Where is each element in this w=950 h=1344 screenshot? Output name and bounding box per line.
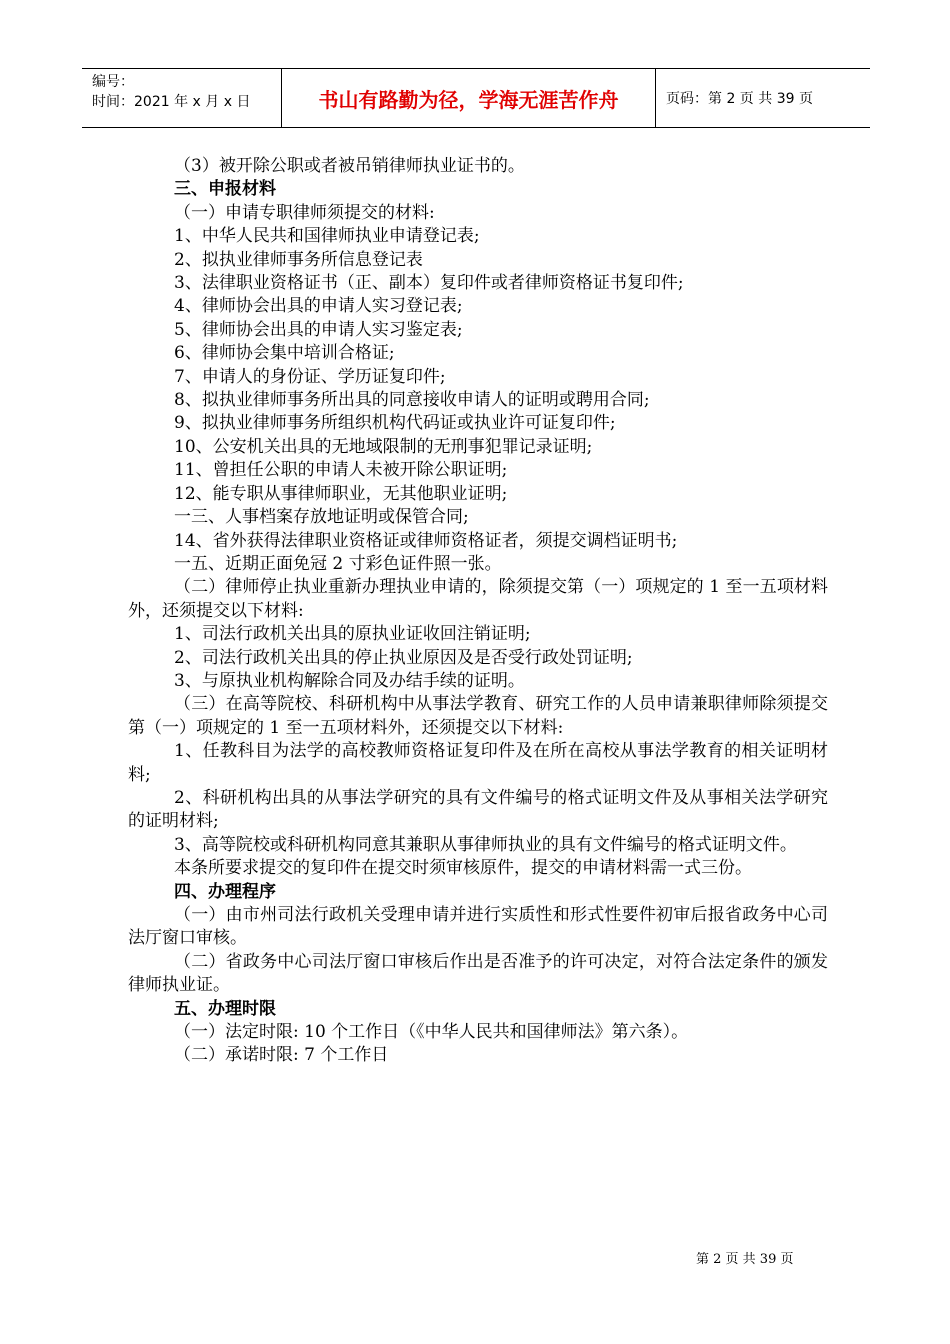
paragraph: （一）申请专职律师须提交的材料:	[174, 202, 435, 223]
list-item: 14、省外获得法律职业资格证或律师资格证者，须提交调档证明书;	[174, 530, 678, 551]
list-item: 2、司法行政机关出具的停止执业原因及是否受行政处罚证明;	[174, 647, 633, 668]
paragraph: （二）省政务中心司法厅窗口审核后作出是否准予的许可决定，对符合法定条件的颁发律师执业证。	[128, 951, 828, 996]
paragraph: （3）被开除公职或者被吊销律师执业证书的。	[174, 156, 525, 176]
paragraph: （一）由市州司法行政机关受理申请并进行实质性和形式性要件初审后报省政务中心司法厅窗口审核。	[128, 905, 828, 949]
list-item: 2、科研机构出具的从事法学研究的具有文件编号的格式证明文件及从事相关法学研究的证明材料;	[128, 787, 828, 832]
list-item: 10、公安机关出具的无地域限制的无刑事犯罪记录证明;	[174, 436, 593, 457]
paragraph: （一）法定时限: 10 个工作日（《中华人民共和国律师法》第六条）。	[174, 1022, 689, 1043]
section-heading: 三、申报材料	[174, 179, 276, 200]
page-footer: 第 2 页 共 39 页	[696, 1252, 794, 1267]
list-item: 一五、近期正面免冠 2 寸彩色证件照一张。	[174, 553, 502, 574]
list-item: 8、拟执业律师事务所出具的同意接收申请人的证明或聘用合同;	[174, 390, 650, 411]
paragraph: （二）承诺时限: 7 个工作日	[174, 1045, 389, 1066]
list-item: 3、法律职业资格证书（正、副本）复印件或者律师资格证书复印件;	[174, 273, 684, 294]
list-item: 3、与原执业机构解除合同及办结手续的证明。	[174, 670, 525, 691]
page-header	[82, 68, 870, 128]
header-meta	[82, 69, 282, 127]
list-item: 11、曾担任公职的申请人未被开除公职证明;	[174, 460, 508, 481]
list-item: 5、律师协会出具的申请人实习鉴定表;	[174, 319, 463, 340]
list-item: 一三、人事档案存放地证明或保管合同;	[174, 507, 469, 528]
paragraph: 本条所要求提交的复印件在提交时须审核原件，提交的申请材料需一式三份。	[174, 858, 752, 879]
paragraph: （三）在高等院校、科研机构中从事法学教育、研究工作的人员申请兼职律师除须提交第（一）项规定的 1 至一五项材料外，还须提交以下材料:	[128, 694, 828, 738]
list-item: 4、律师协会出具的申请人实习登记表;	[174, 296, 463, 317]
date-line: 时间：2021 年 x 月 x 日	[92, 94, 251, 110]
header-page-info: 页码：第 2 页 共 39 页	[666, 91, 813, 107]
header-motto: 书山有路勤为径，学海无涯苦作舟	[282, 69, 656, 127]
section-heading: 四、办理程序	[174, 881, 276, 902]
list-item: 12、能专职从事律师职业，无其他职业证明;	[174, 483, 508, 504]
list-item: 7、申请人的身份证、学历证复印件;	[174, 366, 446, 387]
section-heading: 五、办理时限	[174, 998, 276, 1019]
list-item: 1、中华人民共和国律师执业申请登记表;	[174, 226, 480, 247]
list-item: 9、拟执业律师事务所组织机构代码证或执业许可证复印件;	[174, 413, 616, 434]
list-item: 1、任教科目为法学的高校教师资格证复印件及在所在高校从事法学教育的相关证明材料;	[128, 741, 828, 785]
list-item: 1、司法行政机关出具的原执业证收回注销证明;	[174, 624, 531, 645]
serial-label: 编号：	[92, 74, 134, 90]
list-item: 2、拟执业律师事务所信息登记表	[174, 249, 423, 270]
document-body	[128, 155, 828, 1068]
list-item: 3、高等院校或科研机构同意其兼职从事律师执业的具有文件编号的格式证明文件。	[174, 834, 797, 855]
list-item: 6、律师协会集中培训合格证;	[174, 343, 395, 364]
paragraph: （二）律师停止执业重新办理执业申请的，除须提交第（一）项规定的 1 至一五项材料外，还须提交以下材料:	[128, 577, 828, 621]
